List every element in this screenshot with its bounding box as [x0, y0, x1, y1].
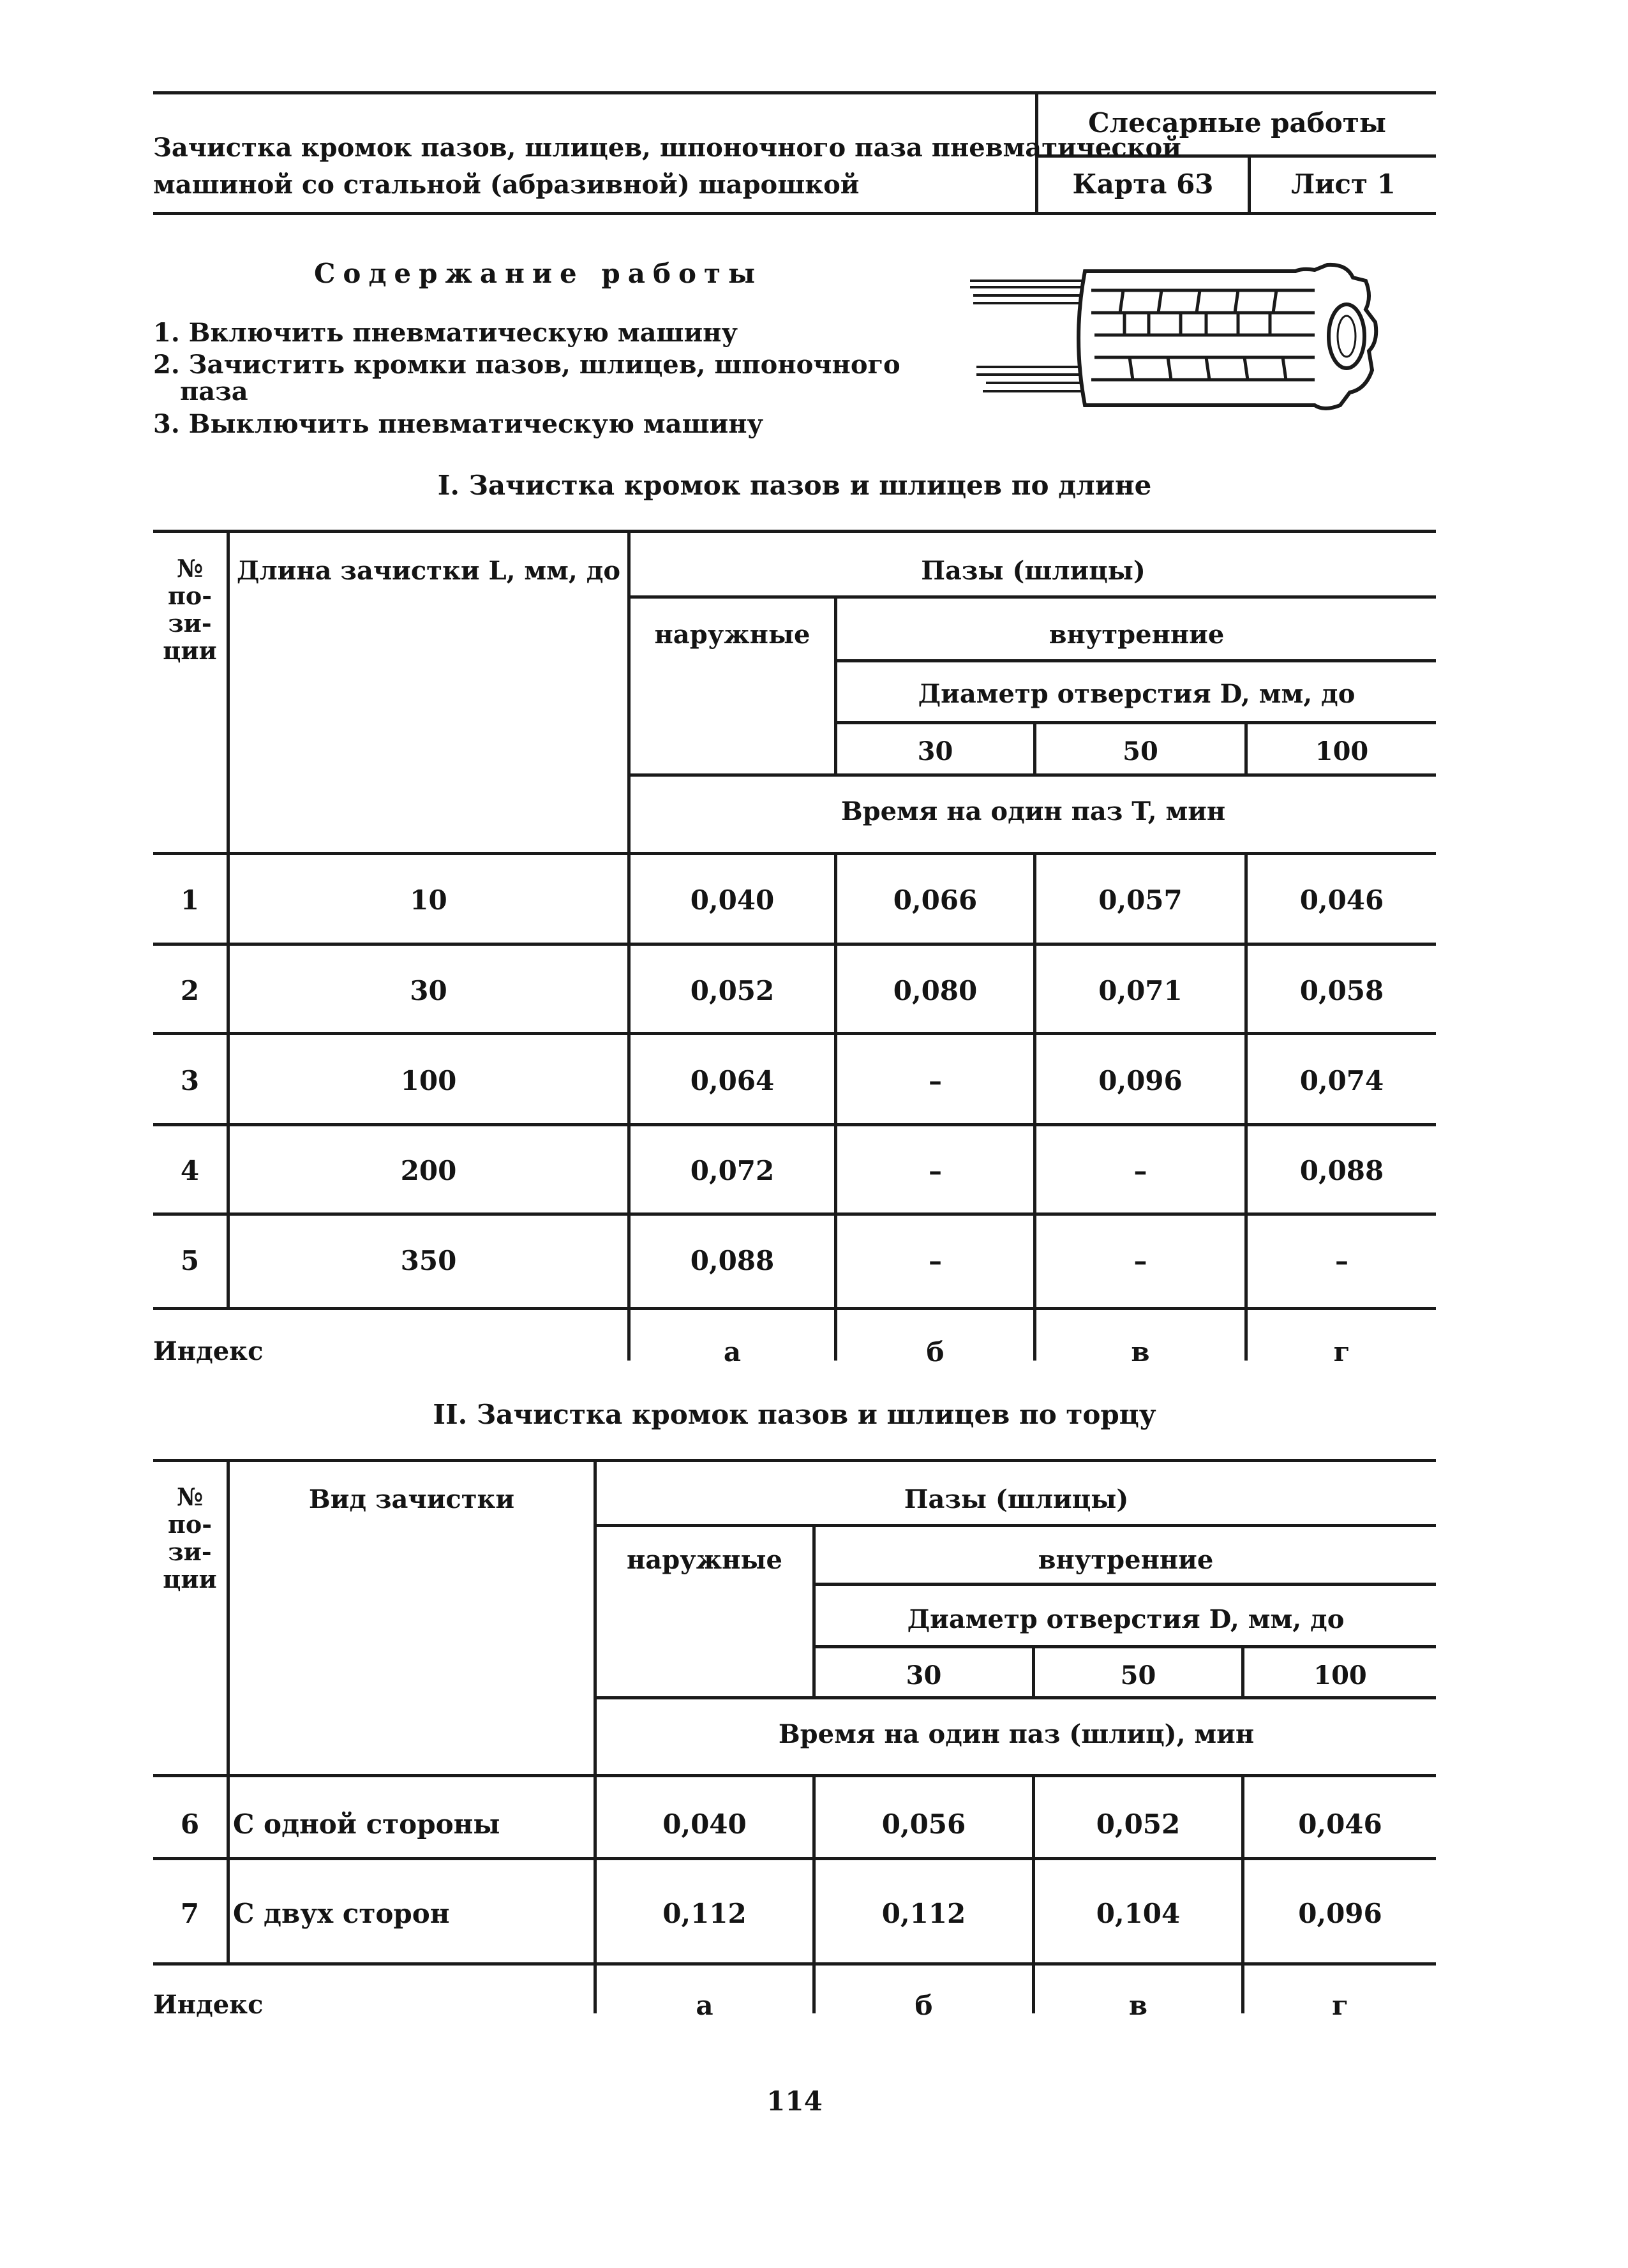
t1-pos-head: №	[176, 554, 204, 583]
t1-length: 100	[400, 1065, 457, 1096]
t2-value-a: 0,040	[662, 1809, 747, 1840]
page-number: 114	[766, 2085, 823, 2117]
step-2: 2. Зачистить кромки пазов, шлицев, шпоночного	[153, 350, 900, 380]
t1-col-rule	[834, 852, 837, 1361]
t2-outer-head: наружные	[627, 1545, 782, 1575]
t1-value-g: 0,046	[1299, 884, 1384, 916]
t1-pos: 4	[180, 1155, 200, 1186]
t2-inner-head: внутренние	[1038, 1545, 1214, 1575]
t2-kind-head: Вид зачистки	[308, 1484, 515, 1514]
t2-diameter-50: 50	[1120, 1660, 1156, 1690]
t2-col-rule	[1241, 1774, 1244, 2013]
t2-col-rule	[1032, 1774, 1035, 2013]
t1-length-head: Длина зачистки L, мм, до	[236, 556, 621, 586]
t1-pos-head: по-	[168, 581, 212, 610]
t2-value-b: 0,056	[881, 1809, 966, 1840]
t1-slots-head: Пазы (шлицы)	[921, 556, 1146, 586]
t1-bottom-rule	[153, 1307, 1436, 1310]
t1-value-g: 0,058	[1299, 975, 1384, 1006]
t1-value-a: 0,088	[690, 1245, 775, 1276]
t1-inner-head: внутренние	[1049, 620, 1225, 650]
t1-row-rule	[153, 943, 1436, 946]
sheet-number: Лист 1	[1291, 168, 1396, 200]
t1-pos: 2	[180, 975, 200, 1006]
t2-time-head: Время на один паз (шлиц), мин	[778, 1719, 1255, 1749]
work-category: Слесарные работы	[1088, 107, 1386, 138]
t1-pos-head: зи-	[168, 609, 212, 638]
t1-rule-inner	[836, 659, 1436, 662]
card-number: Карта 63	[1072, 168, 1214, 200]
t1-index-a: а	[723, 1336, 742, 1368]
t2-pos-head: по-	[168, 1510, 212, 1539]
t1-value-v: –	[1133, 1155, 1147, 1186]
t2-value-v: 0,104	[1096, 1898, 1181, 1929]
step-3: 3. Выключить пневматическую машину	[153, 409, 764, 439]
t2-value-b: 0,112	[881, 1898, 966, 1929]
table2-title: II. Зачистка кромок пазов и шлицев по торцу	[433, 1399, 1156, 1430]
t1-value-b: –	[929, 1155, 942, 1186]
t1-col-rule	[227, 530, 230, 1307]
t1-value-a: 0,072	[690, 1155, 775, 1186]
t1-value-a: 0,040	[690, 884, 775, 916]
t1-col-rule	[1033, 852, 1036, 1361]
t1-index-v: в	[1131, 1336, 1150, 1368]
t2-col-rule	[227, 1459, 230, 1962]
t1-row-rule	[153, 1032, 1436, 1035]
card-title-line2: машиной со стальной (абразивной) шарошкой	[153, 170, 860, 200]
t1-value-b: 0,066	[893, 884, 978, 916]
t2-col-rule	[812, 1774, 816, 2013]
t2-kind: С двух сторон	[233, 1898, 450, 1929]
t2-index-label: Индекс	[153, 1990, 264, 2020]
t2-pos: 7	[180, 1898, 200, 1929]
t1-pos: 5	[180, 1245, 200, 1276]
step-2-cont: паза	[180, 377, 248, 407]
t2-value-g: 0,096	[1298, 1898, 1382, 1929]
t1-row-rule	[153, 1123, 1436, 1126]
t1-index-b: б	[926, 1336, 945, 1368]
t1-rule-slots	[629, 595, 1436, 599]
t1-length: 30	[410, 975, 447, 1006]
t1-value-g: –	[1335, 1245, 1348, 1276]
t1-value-v: 0,057	[1098, 884, 1183, 916]
t1-pos-head: ции	[163, 636, 217, 665]
t2-top-rule	[153, 1459, 1436, 1462]
content-heading: Содержание работы	[314, 258, 763, 289]
t1-value-v: 0,071	[1098, 975, 1183, 1006]
t2-pos-head: зи-	[168, 1537, 212, 1566]
t1-diameter-100: 100	[1315, 736, 1369, 766]
t1-col-rule	[1244, 852, 1248, 1361]
t1-length: 350	[400, 1245, 457, 1276]
t2-rule-inner	[814, 1583, 1436, 1586]
t1-col-rule	[627, 530, 631, 1361]
t1-length: 200	[400, 1155, 457, 1186]
t2-index-b: б	[915, 1990, 933, 2021]
t2-pos-head: №	[176, 1482, 204, 1511]
t1-pos: 3	[180, 1065, 200, 1096]
t1-time-head: Время на один паз T, мин	[840, 796, 1226, 826]
t1-outer-head: наружные	[654, 620, 810, 650]
t1-top-rule	[153, 530, 1436, 533]
rolling-cutter-illustration	[957, 252, 1391, 415]
t2-value-g: 0,046	[1298, 1809, 1382, 1840]
t2-pos-head: ции	[163, 1565, 217, 1593]
header-top-rule	[153, 91, 1436, 94]
t2-value-v: 0,052	[1096, 1809, 1181, 1840]
t1-value-v: 0,096	[1098, 1065, 1183, 1096]
t1-diameter-50: 50	[1123, 736, 1158, 766]
t1-pos: 1	[180, 884, 200, 916]
t2-rule-sizes	[595, 1696, 1436, 1699]
t2-pos: 6	[180, 1809, 200, 1840]
card-title-line1: Зачистка кромок пазов, шлицев, шпоночного паза пневматической	[153, 133, 1181, 163]
t2-index-v: в	[1128, 1990, 1148, 2021]
t2-kind: С одной стороны	[233, 1809, 500, 1840]
t1-value-b: –	[929, 1245, 942, 1276]
t2-rule-diameter	[814, 1645, 1436, 1648]
t1-rule-diameter	[836, 721, 1436, 724]
t2-diameter-30: 30	[906, 1660, 942, 1690]
t2-rule-slots	[595, 1524, 1436, 1527]
table1-title: I. Зачистка кромок пазов и шлицев по длине	[437, 470, 1152, 501]
header-bottom-rule	[153, 212, 1436, 215]
t2-index-g: г	[1332, 1990, 1348, 2021]
t1-header-bottom-rule	[153, 852, 1436, 855]
t1-value-a: 0,064	[690, 1065, 775, 1096]
t1-diameter-head: Диаметр отверстия D, мм, до	[918, 679, 1355, 709]
t1-value-g: 0,088	[1299, 1155, 1384, 1186]
t1-index-label: Индекс	[153, 1336, 264, 1366]
t2-index-a: а	[696, 1990, 713, 2021]
t1-value-g: 0,074	[1299, 1065, 1384, 1096]
t1-value-b: 0,080	[893, 975, 978, 1006]
t1-value-v: –	[1133, 1245, 1147, 1276]
t1-length: 10	[410, 884, 447, 916]
t1-index-g: г	[1333, 1336, 1350, 1368]
t1-value-a: 0,052	[690, 975, 775, 1006]
t1-rule-sizes	[629, 773, 1436, 777]
step-1: 1. Включить пневматическую машину	[153, 318, 738, 348]
t1-value-b: –	[929, 1065, 942, 1096]
t1-diameter-30: 30	[917, 736, 953, 766]
t2-value-a: 0,112	[662, 1898, 747, 1929]
t2-slots-head: Пазы (шлицы)	[904, 1484, 1129, 1514]
t1-row-rule	[153, 1212, 1436, 1216]
t2-diameter-100: 100	[1313, 1660, 1367, 1690]
t2-diameter-head: Диаметр отверстия D, мм, до	[907, 1604, 1345, 1634]
